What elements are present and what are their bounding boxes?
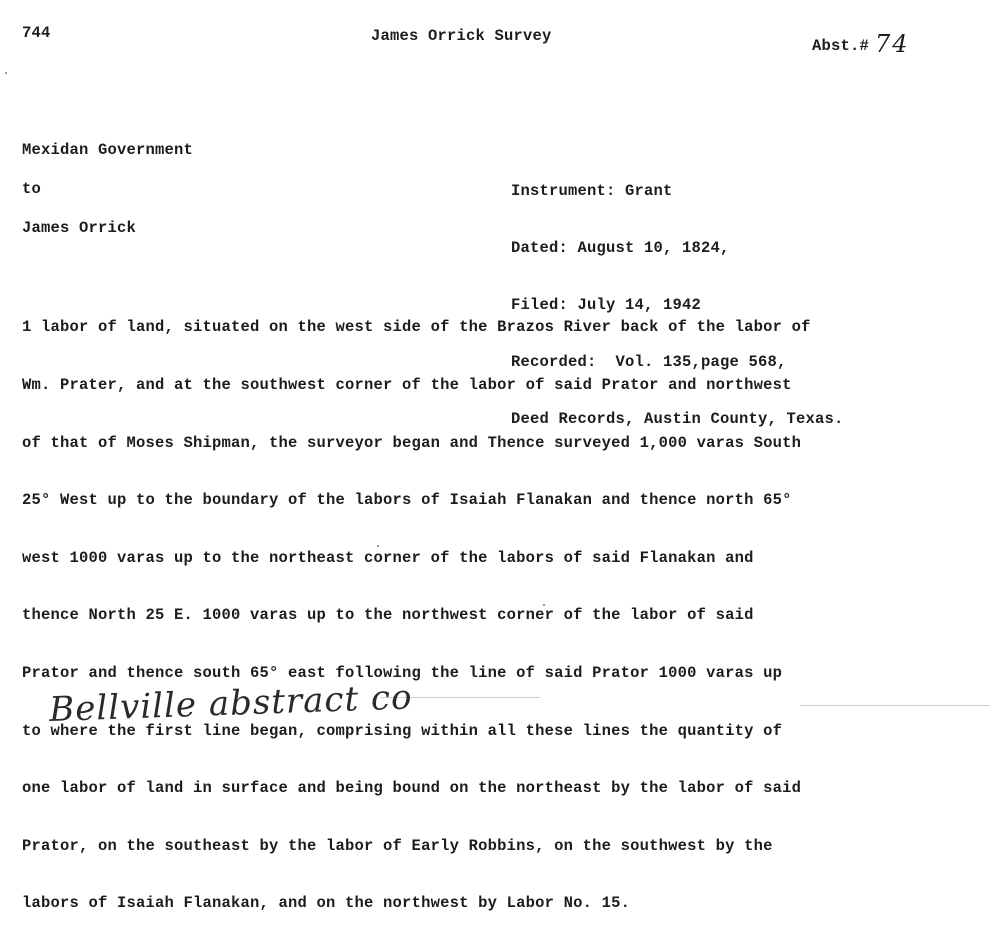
description-line: thence North 25 E. 1000 varas up to the northwest corner of the labor of said xyxy=(22,606,754,625)
description-line: of that of Moses Shipman, the surveyor began and Thence surveyed 1,000 varas South xyxy=(22,433,802,452)
description-line: to where the first line began, comprising within all these lines the quantity of xyxy=(22,721,783,740)
handwritten-signature: Bellville abstract co xyxy=(48,677,414,730)
instrument-recorded: Recorded: Vol. 135,page 568, xyxy=(511,353,787,371)
document-title: James Orrick Survey xyxy=(371,27,552,45)
description-line: Prator, on the southeast by the labor of Early Robbins, on the southwest by the xyxy=(22,836,773,855)
faint-scan-line xyxy=(800,705,990,706)
description-line: west 1000 varas up to the northeast corner of the labors of said Flanakan and xyxy=(22,548,754,567)
description-line: 25° West up to the boundary of the labors of Isaiah Flanakan and thence north 65° xyxy=(22,491,792,510)
page-number: 744 xyxy=(22,24,51,42)
party-connector: to xyxy=(22,180,42,198)
description-line: Wm. Prater, and at the southwest corner of the labor of said Prator and northwest xyxy=(22,376,792,394)
grantor: Mexidan Government xyxy=(22,141,194,159)
land-description xyxy=(22,280,811,952)
abstract-reference xyxy=(812,28,910,56)
abstract-number: 74 xyxy=(875,30,910,58)
paper-speck xyxy=(377,545,379,547)
description-line: Prator and thence south 65° east following the line of said Prator 1000 varas up xyxy=(22,663,783,682)
paper-speck xyxy=(5,72,7,74)
instrument-filed: Filed: July 14, 1942 xyxy=(511,296,702,314)
description-line: 1 labor of land, situated on the west side of the Brazos River back of the labor of xyxy=(22,318,811,337)
instrument-type: Instrument: Grant xyxy=(511,182,673,200)
paper-speck xyxy=(543,604,545,606)
description-line: one labor of land in surface and being bound on the northeast by the labor of said xyxy=(22,779,802,798)
description-line: labors of Isaiah Flanakan, and on the northwest by Labor No. 15. xyxy=(22,894,631,913)
grantee: James Orrick xyxy=(22,219,137,237)
instrument-dated: Dated: August 10, 1824, xyxy=(511,239,730,257)
instrument-records: Deed Records, Austin County, Texas. xyxy=(511,410,844,428)
abstract-label: Abst.# xyxy=(812,37,870,55)
